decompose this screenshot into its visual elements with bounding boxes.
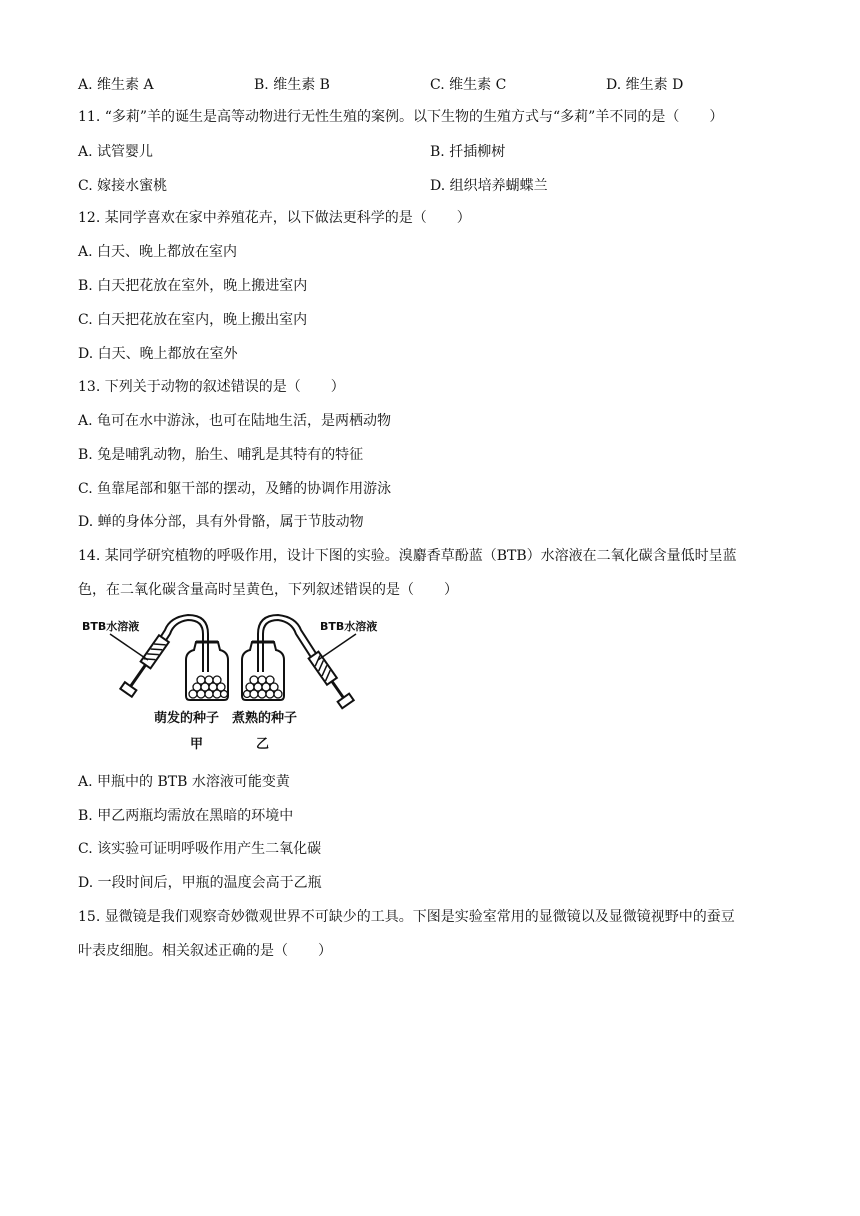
q14-option-b: B. 甲乙两瓶均需放在黑暗的环境中	[78, 808, 294, 824]
name-yi: 乙	[256, 737, 270, 752]
q10-option-d: D. 维生素 D	[606, 77, 684, 93]
q13-option-d: D. 蝉的身体分部，具有外骨骼，属于节肢动物	[78, 514, 364, 530]
caption-right: 煮熟的种子	[232, 711, 298, 726]
q10-option-c: C. 维生素 C	[430, 77, 507, 93]
btb-label-left: BTB水溶液	[82, 620, 140, 633]
q15-stem-line2: 叶表皮细胞。相关叙述正确的是（ ）	[78, 943, 332, 959]
q13-option-c: C. 鱼靠尾部和躯干部的摆动，及鳍的协调作用游泳	[78, 481, 392, 497]
q10-option-a: A. 维生素 A	[78, 77, 154, 93]
bottle-jia	[82, 615, 228, 752]
q15-stem-line1: 15. 显微镜是我们观察奇妙微观世界不可缺少的工具。下图是实验室常用的显微镜以及显微镜视野中的蚕豆	[78, 909, 735, 925]
q14-experiment-figure	[82, 612, 398, 762]
q11-stem: 11. “多莉”羊的诞生是高等动物进行无性生殖的案例。以下生物的生殖方式与“多莉”羊不同的是（ ）	[78, 109, 724, 125]
q11-option-d: D. 组织培养蝴蝶兰	[430, 178, 548, 194]
q11-option-c: C. 嫁接水蜜桃	[78, 178, 168, 194]
q12-stem: 12. 某同学喜欢在家中养殖花卉，以下做法更科学的是（ ）	[78, 210, 471, 226]
q12-option-a: A. 白天、晚上都放在室内	[78, 244, 238, 260]
q14-option-c: C. 该实验可证明呼吸作用产生二氧化碳	[78, 841, 322, 857]
q13-option-a: A. 龟可在水中游泳，也可在陆地生活，是两栖动物	[78, 413, 392, 429]
q11-option-b: B. 扦插柳树	[430, 144, 506, 160]
caption-left: 萌发的种子	[154, 711, 220, 726]
bottle-yi	[232, 615, 377, 752]
q14-stem-line2: 色，在二氧化碳含量高时呈黄色，下列叙述错误的是（ ）	[78, 582, 458, 598]
q14-option-a: A. 甲瓶中的 BTB 水溶液可能变黄	[78, 774, 290, 790]
btb-label-right: BTB水溶液	[320, 620, 378, 633]
q10-option-b: B. 维生素 B	[254, 77, 330, 93]
q13-option-b: B. 兔是哺乳动物，胎生、哺乳是其特有的特征	[78, 447, 364, 463]
q14-option-d: D. 一段时间后，甲瓶的温度会高于乙瓶	[78, 875, 322, 891]
q13-stem: 13. 下列关于动物的叙述错误的是（ ）	[78, 379, 345, 395]
q11-option-a: A. 试管婴儿	[78, 144, 154, 160]
q14-stem-line1: 14. 某同学研究植物的呼吸作用，设计下图的实验。溴麝香草酚蓝（BTB）水溶液在二氧化碳含量低时呈蓝	[78, 548, 737, 564]
q12-option-d: D. 白天、晚上都放在室外	[78, 346, 238, 362]
q12-option-b: B. 白天把花放在室外，晚上搬进室内	[78, 278, 308, 294]
q12-option-c: C. 白天把花放在室内，晚上搬出室内	[78, 312, 308, 328]
name-jia: 甲	[190, 737, 204, 752]
